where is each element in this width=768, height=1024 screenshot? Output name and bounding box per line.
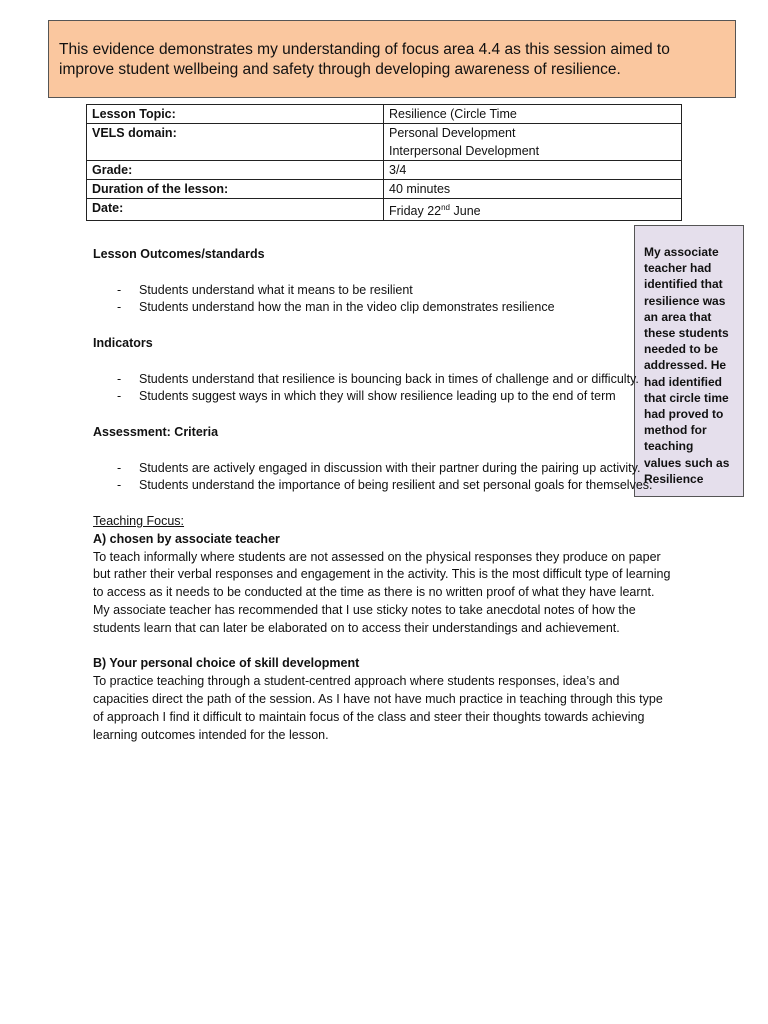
date-value: [384, 199, 682, 221]
vels-domain-line: Personal Development: [389, 126, 516, 140]
teaching-focus-b-text: To practice teaching through a student-centred approach where students responses, idea’s and capacities direct the path of the session. As I have not have much practice in teaching through this type of approach I find it difficult to maintain focus of the class and steer their thoughts towards achieving learning outcomes intended for the lesson.: [93, 674, 663, 742]
teaching-focus-title: Teaching Focus:: [93, 513, 185, 528]
date-day: Friday 22: [389, 204, 442, 219]
list-item: - Students suggest ways in which they will show resilience leading up to the end of term: [117, 389, 616, 404]
table-row: [87, 199, 682, 221]
table-row: [87, 105, 682, 124]
outcomes-heading: Lesson Outcomes/standards: [93, 247, 265, 261]
indicators-heading: Indicators: [93, 335, 153, 350]
list-item: - Students understand how the man in the video clip demonstrates resilience: [117, 300, 555, 315]
table-row: [87, 124, 682, 161]
lesson-topic-label: Lesson Topic:: [87, 105, 384, 124]
date-ordinal: nd: [441, 203, 451, 212]
duration-value: 40 minutes: [384, 180, 682, 199]
vels-domain-line: Interpersonal Development: [389, 144, 540, 158]
lesson-plan-body: [93, 246, 673, 744]
table-row: [87, 161, 682, 180]
evidence-statement-text: This evidence demonstrates my understanding of focus area 4.4 as this session aimed to improve student wellbeing and safety through developing awareness of resilience.: [59, 41, 670, 78]
vels-domain-value: [384, 124, 682, 161]
date-month: June: [450, 204, 481, 219]
list-item: - Students understand what it means to be resilient: [117, 282, 413, 297]
teaching-focus-a-text: To teach informally where students are not assessed on the physical responses they produce on paper but rather their verbal responses and engagement in the activity. This is the most difficult type of learning to access as it needs to be conducted at the time as there is no written proof of what they have learnt. My associate teacher has recommended that I use sticky notes to take anecdotal notes of how the students learn that can later be elaborated on to access their understandings and achievement.: [93, 549, 671, 635]
assessment-heading: Assessment: Criteria: [93, 424, 219, 439]
grade-value: 3/4: [384, 161, 682, 180]
grade-label: Grade:: [87, 161, 384, 180]
list-item: - Students understand the importance of being resilient and set personal goals for themselves.: [117, 478, 653, 493]
teaching-focus-b-heading: B) Your personal choice of skill development: [93, 656, 360, 671]
list-item: - Students understand that resilience is bouncing back in times of challenge and or difficulty.: [117, 371, 639, 386]
vels-domain-label: VELS domain:: [87, 124, 384, 161]
lesson-topic-value: Resilience (Circle Time: [384, 105, 682, 124]
lesson-details-table: [86, 104, 682, 221]
teaching-focus-a-heading: A) chosen by associate teacher: [93, 531, 280, 546]
date-label: Date:: [87, 199, 384, 221]
table-row: [87, 180, 682, 199]
associate-teacher-note-text: My associate teacher had identified that resilience was an area that these students needed to be addressed. He had identified that circle time had proved to method for teaching values such as Resilience: [644, 245, 730, 486]
duration-label: Duration of the lesson:: [87, 180, 384, 199]
evidence-statement-box: [48, 20, 736, 98]
list-item: - Students are actively engaged in discussion with their partner during the pairing up activity.: [117, 460, 641, 475]
